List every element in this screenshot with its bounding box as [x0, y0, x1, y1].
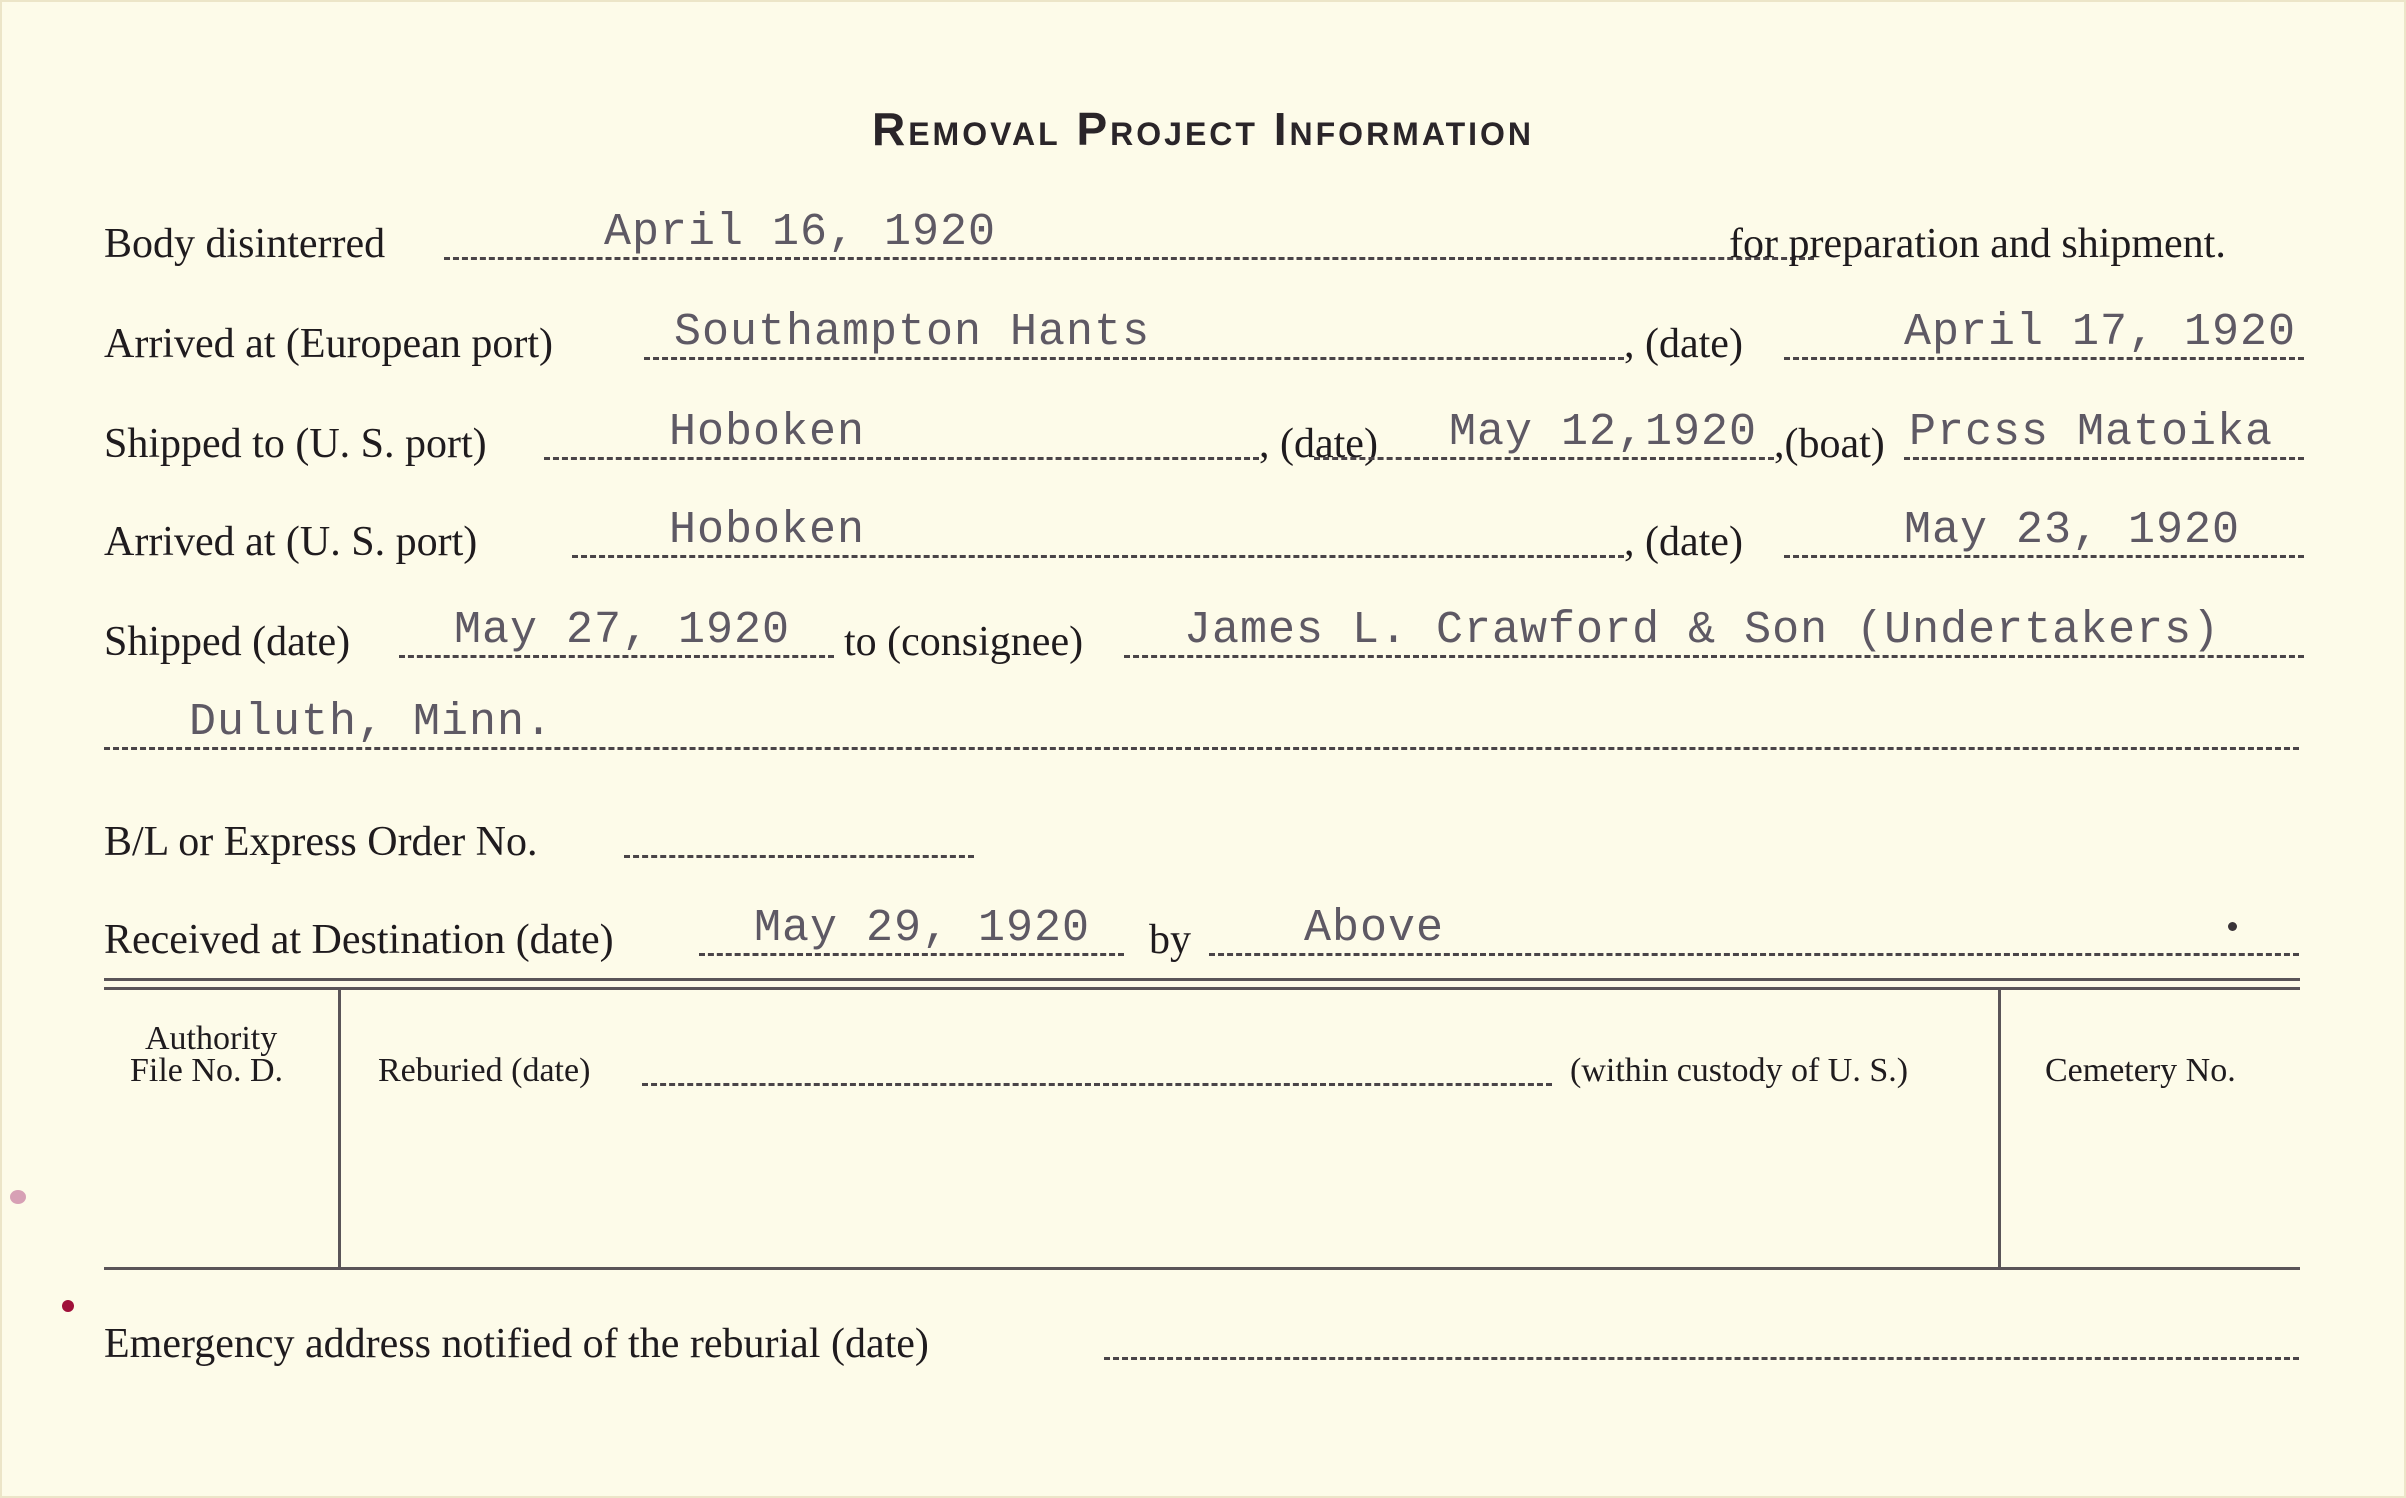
row-arrived-us: [104, 505, 2304, 578]
shipped-us-line: [544, 457, 1259, 460]
cemetery-label: Cemetery No.: [2045, 1052, 2236, 1089]
row-shipped-us: [104, 407, 2304, 480]
custody-label: (within custody of U. S.): [1570, 1052, 1909, 1089]
arrived-us-date-value: May 23, 1920: [1904, 505, 2241, 556]
body-disinterred-label: Body disinterred: [104, 221, 386, 267]
ink-speck: [10, 1190, 26, 1204]
table-top-rule-1: [104, 978, 2300, 981]
bl-order-label: B/L or Express Order No.: [104, 819, 538, 865]
arrived-european-value: Southampton Hants: [674, 307, 1151, 358]
received-by-label: by: [1149, 917, 1191, 963]
card-title: Removal Project Information: [871, 103, 1535, 155]
bl-order-line: [624, 855, 974, 858]
row-consignee-continued: [104, 697, 2304, 770]
shipped-us-value: Hoboken: [669, 407, 866, 458]
arrived-us-value: Hoboken: [669, 505, 866, 556]
received-label: Received at Destination (date): [104, 917, 614, 963]
shipped-us-boat-label: ,(boat): [1774, 421, 1885, 467]
arrived-european-date-value: April 17, 1920: [1904, 307, 2297, 358]
row-arrived-european: [104, 307, 2304, 380]
shipped-us-date-label: , (date): [1259, 421, 1378, 467]
emergency-line: [1104, 1357, 2299, 1360]
emergency-label: Emergency address notified of the reburial (date): [104, 1321, 929, 1367]
body-disinterred-value: April 16, 1920: [604, 207, 997, 258]
row-shipped: [104, 605, 2304, 678]
consignee-label: to (consignee): [844, 619, 1084, 665]
row-bl-order: [104, 808, 2304, 878]
reburied-label: Reburied (date): [378, 1052, 591, 1089]
consignee-value: James L. Crawford & Son (Undertakers): [1184, 605, 2221, 656]
table-divider-2: [1998, 990, 2001, 1268]
arrived-us-label: Arrived at (U. S. port): [104, 519, 478, 565]
shipped-value: May 27, 1920: [454, 605, 791, 656]
row-body-disinterred: [104, 207, 2304, 280]
received-by-value: Above: [1304, 903, 1445, 954]
ink-spot: [62, 1300, 74, 1312]
consignee-city-value: Duluth, Minn.: [189, 697, 554, 748]
authority-label-line1: Authority: [145, 1020, 278, 1057]
table-bottom-rule: [104, 1267, 2300, 1270]
row-emergency: [104, 1310, 2304, 1380]
arrived-european-date-label: , (date): [1624, 321, 1743, 367]
shipped-us-boat-value: Prcss Matoika: [1909, 407, 2274, 458]
authority-label-line2: File No. D.: [130, 1052, 283, 1089]
row-received: [104, 903, 2304, 976]
shipped-us-label: Shipped to (U. S. port): [104, 421, 487, 467]
table-top-rule-2: [104, 987, 2300, 990]
arrived-us-date-label: , (date): [1624, 519, 1743, 565]
received-value: May 29, 1920: [754, 903, 1091, 954]
shipped-label: Shipped (date): [104, 619, 351, 665]
shipped-us-date-value: May 12,1920: [1449, 407, 1758, 458]
reburied-line: [642, 1083, 1552, 1086]
body-disinterred-suffix: for preparation and shipment.: [1729, 221, 2226, 267]
ink-dot: [2228, 922, 2237, 931]
table-divider-1: [338, 990, 341, 1268]
arrived-european-label: Arrived at (European port): [104, 321, 553, 367]
